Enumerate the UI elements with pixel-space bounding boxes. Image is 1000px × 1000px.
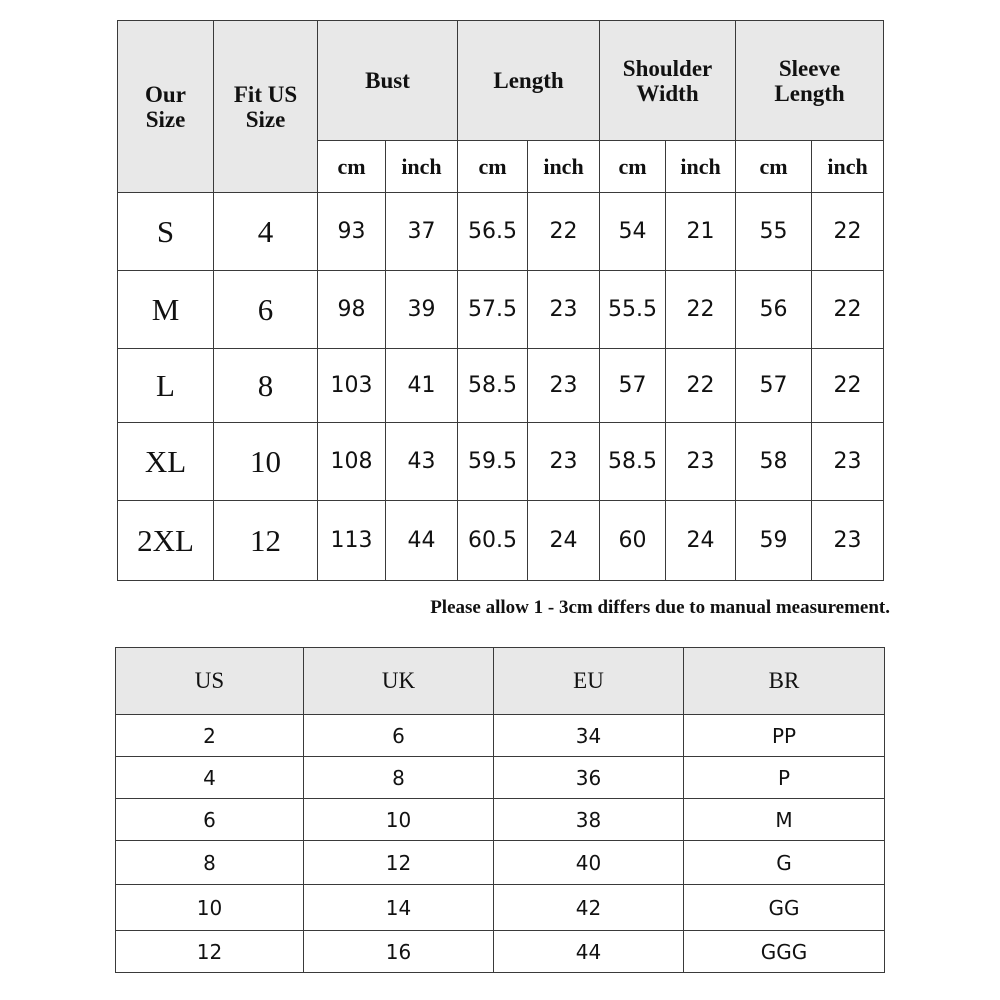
size-row: [118, 423, 884, 501]
measurement-cell: 103: [318, 349, 386, 423]
us-size-cell: 10: [214, 423, 318, 501]
measurement-cell: 22: [812, 271, 884, 349]
size-row: [118, 501, 884, 581]
conversion-table: [115, 647, 885, 973]
conversion-cell: 6: [304, 715, 494, 757]
unit-cell: inch: [528, 141, 600, 193]
us-size-cell: 6: [214, 271, 318, 349]
size-row: [118, 271, 884, 349]
size-chart-table: [117, 20, 884, 581]
measurement-cell: 22: [666, 349, 736, 423]
measurement-cell: 55.5: [600, 271, 666, 349]
measurement-cell: 60.5: [458, 501, 528, 581]
header-shoulder-width: Shoulder Width: [600, 21, 736, 141]
header-uk: UK: [304, 648, 494, 715]
size-cell: 2XL: [118, 501, 214, 581]
measurement-cell: 39: [386, 271, 458, 349]
measurement-cell: 57.5: [458, 271, 528, 349]
conversion-row: [116, 885, 885, 931]
unit-cell: inch: [666, 141, 736, 193]
header-eu: EU: [494, 648, 684, 715]
measurement-cell: 22: [528, 193, 600, 271]
size-cell: S: [118, 193, 214, 271]
measurement-cell: 56: [736, 271, 812, 349]
measurement-cell: 54: [600, 193, 666, 271]
measurement-cell: 41: [386, 349, 458, 423]
header-length: Length: [458, 21, 600, 141]
size-row: [118, 349, 884, 423]
conversion-row: [116, 757, 885, 799]
measurement-cell: 58.5: [458, 349, 528, 423]
measurement-cell: 113: [318, 501, 386, 581]
measurement-cell: 44: [386, 501, 458, 581]
conversion-row: [116, 799, 885, 841]
conversion-cell: 10: [304, 799, 494, 841]
size-row: [118, 193, 884, 271]
measurement-cell: 22: [812, 193, 884, 271]
conversion-cell: 6: [116, 799, 304, 841]
conversion-cell: 38: [494, 799, 684, 841]
conversion-cell: 14: [304, 885, 494, 931]
measurement-cell: 108: [318, 423, 386, 501]
measurement-cell: 21: [666, 193, 736, 271]
us-size-cell: 8: [214, 349, 318, 423]
unit-cell: cm: [318, 141, 386, 193]
measurement-cell: 23: [666, 423, 736, 501]
header-sleeve-length: Sleeve Length: [736, 21, 884, 141]
conversion-cell: 16: [304, 931, 494, 973]
conversion-cell: 8: [304, 757, 494, 799]
header-bust: Bust: [318, 21, 458, 141]
measurement-cell: 23: [528, 271, 600, 349]
unit-cell: cm: [458, 141, 528, 193]
measurement-note: Please allow 1 - 3cm differs due to manual measurement.: [430, 597, 890, 618]
unit-cell: cm: [736, 141, 812, 193]
measurement-cell: 23: [528, 423, 600, 501]
us-size-cell: 12: [214, 501, 318, 581]
measurement-cell: 24: [666, 501, 736, 581]
unit-cell: inch: [812, 141, 884, 193]
size-cell: M: [118, 271, 214, 349]
conversion-cell: 12: [116, 931, 304, 973]
size-cell: XL: [118, 423, 214, 501]
conversion-cell: M: [684, 799, 885, 841]
conversion-cell: GGG: [684, 931, 885, 973]
header-our-size: Our Size: [118, 21, 214, 193]
conversion-cell: 40: [494, 841, 684, 885]
conversion-row: [116, 841, 885, 885]
conversion-cell: 36: [494, 757, 684, 799]
header-br: BR: [684, 648, 885, 715]
measurement-cell: 58: [736, 423, 812, 501]
conversion-cell: 42: [494, 885, 684, 931]
measurement-cell: 93: [318, 193, 386, 271]
conversion-cell: G: [684, 841, 885, 885]
conversion-cell: 2: [116, 715, 304, 757]
measurement-cell: 59: [736, 501, 812, 581]
measurement-cell: 60: [600, 501, 666, 581]
measurement-cell: 58.5: [600, 423, 666, 501]
conversion-header-row: [116, 648, 885, 715]
measurement-cell: 56.5: [458, 193, 528, 271]
conversion-cell: 44: [494, 931, 684, 973]
measurement-cell: 23: [528, 349, 600, 423]
measurement-cell: 23: [812, 501, 884, 581]
measurement-cell: 22: [666, 271, 736, 349]
measurement-cell: 57: [736, 349, 812, 423]
conversion-row: [116, 715, 885, 757]
measurement-cell: 43: [386, 423, 458, 501]
conversion-cell: 10: [116, 885, 304, 931]
measurement-cell: 37: [386, 193, 458, 271]
conversion-cell: P: [684, 757, 885, 799]
measurement-cell: 98: [318, 271, 386, 349]
measurement-cell: 57: [600, 349, 666, 423]
measurement-cell: 24: [528, 501, 600, 581]
us-size-cell: 4: [214, 193, 318, 271]
conversion-cell: GG: [684, 885, 885, 931]
conversion-cell: 8: [116, 841, 304, 885]
conversion-cell: 12: [304, 841, 494, 885]
unit-cell: inch: [386, 141, 458, 193]
header-us: US: [116, 648, 304, 715]
conversion-row: [116, 931, 885, 973]
unit-cell: cm: [600, 141, 666, 193]
conversion-cell: PP: [684, 715, 885, 757]
measurement-cell: 55: [736, 193, 812, 271]
header-fit-us-size: Fit US Size: [214, 21, 318, 193]
measurement-cell: 59.5: [458, 423, 528, 501]
conversion-cell: 34: [494, 715, 684, 757]
conversion-cell: 4: [116, 757, 304, 799]
size-cell: L: [118, 349, 214, 423]
measurement-cell: 23: [812, 423, 884, 501]
size-chart-header-row: [118, 21, 884, 141]
measurement-cell: 22: [812, 349, 884, 423]
